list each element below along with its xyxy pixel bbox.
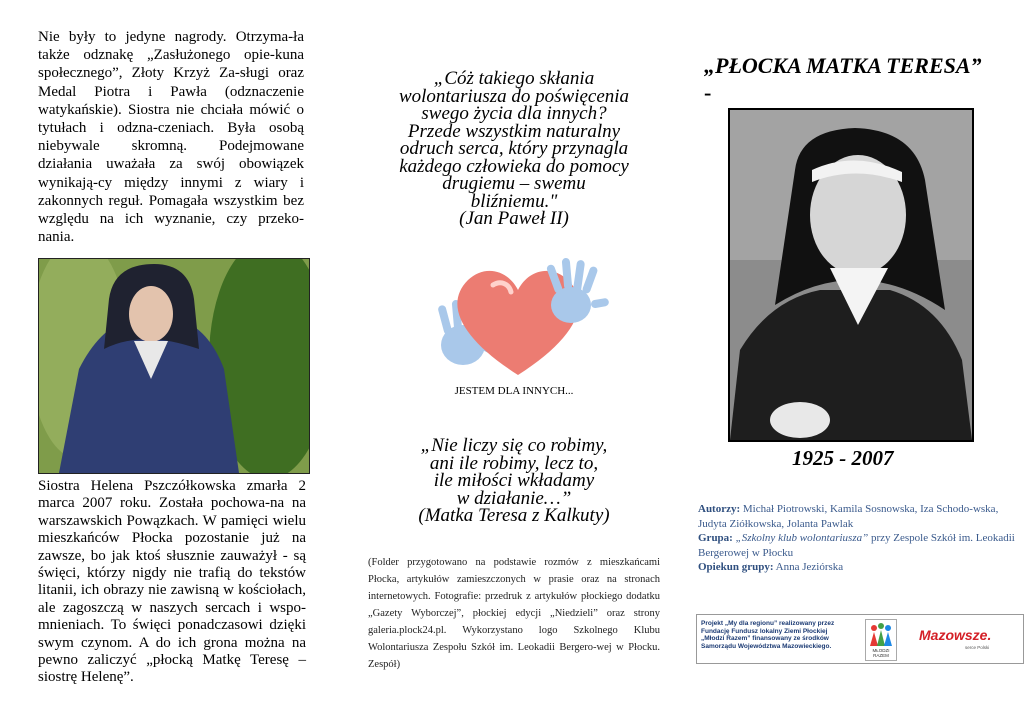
supervisor-label: Opiekun grupy:: [698, 561, 774, 573]
group-school: przy Zespole Szkół im. Leokadii Bergerowej w Płocku: [698, 532, 1015, 559]
authors-value: Michał Piotrowski, Kamila Sosnowska, Iza Schodo-wska, Judyta Ziółkowska, Jolanta Pawlak: [698, 503, 999, 530]
supervisor-value: Anna Jeziórska: [775, 561, 844, 573]
authors-label: Autorzy:: [698, 503, 741, 515]
life-years: 1925 - 2007: [792, 446, 894, 470]
quote-john-paul-ii: [368, 70, 660, 228]
quote1-author: (Jan Paweł II): [459, 208, 569, 229]
middle-panel: [368, 0, 660, 725]
sponsor-box: [696, 614, 1024, 664]
quote-mother-teresa: [368, 437, 660, 525]
mlodzi-razem-logo: [865, 619, 897, 661]
group-label: Grupa:: [698, 532, 733, 544]
left-panel: [38, 0, 306, 725]
credits: [698, 502, 1023, 575]
quote2-line: ani ile robimy, lecz to,: [429, 452, 599, 474]
quote1-line: każdego człowieka do pomocy: [399, 155, 629, 177]
mlodzi-razem-label: MŁODZI RAZEM: [872, 648, 890, 658]
mazowsze-logo: Mazowsze.: [919, 627, 992, 643]
title-dash: -: [704, 80, 712, 105]
sponsor-text: Projekt „My dla regionu” realizowany przez Fundację Fundusz lokalny Ziemi Płockiej „Młodzi Razem” finansowany ze środków Samorządu Województwa Mazowieckiego.: [701, 620, 835, 650]
quote2-line: w działanie…”: [456, 487, 572, 509]
quote1-line: Przede wszystkim naturalny: [407, 120, 621, 142]
page-title: „PŁOCKA MATKA TERESA”: [704, 53, 982, 78]
heart-hands-icon: [423, 250, 613, 380]
quote1-line: „Cóż takiego skłania: [433, 68, 595, 89]
group-name: „Szkolny klub wolontariusza”: [735, 532, 869, 544]
tagline: JESTEM DLA INNYCH...: [454, 385, 574, 397]
quote2-line: ile miłości wkładamy: [433, 470, 595, 491]
quote1-line: wolontariusza do poświęcenia: [398, 85, 630, 107]
quote1-line: bliźniemu.": [470, 190, 558, 212]
quote1-line: swego życia dla innych?: [421, 103, 607, 124]
portrait-photo: [728, 108, 974, 442]
quote2-line: „Nie liczy się co robimy,: [420, 435, 608, 456]
mazowsze-subtitle: serce Polski: [965, 645, 990, 650]
quote1-line: odruch serca, który przynagla: [399, 138, 629, 159]
photo-sister-garden: [38, 258, 310, 474]
quote1-line: drugiemu – swemu: [442, 173, 586, 194]
death-paragraph: Siostra Helena Pszczółkowska zmarła 2 marca 2007 roku. Została pochowa-na na warszawskich Powązkach. W pamięci wielu mieszkańców Płocka pozostanie już na zawsze, bo jak ktoś słusznie zauważył - są święci, którzy nigdy nie trafią do tekstów litanii, ich obrazy nie zawisną w kościołach, ale zagoszczą w naszych sercach i wspo-mnieniach. To święci ponadczasowi dzięki swym czynom. A do ich grona można na pewno zaliczyć „płocką Matkę Teresę – siostrę Helenę”.: [38, 478, 306, 686]
quote2-author: (Matka Teresa z Kalkuty): [418, 505, 610, 526]
people-icon: [866, 620, 896, 650]
portrait-photo-illustration: [730, 110, 972, 440]
right-panel: [694, 0, 1024, 725]
footnote-sources: (Folder przygotowano na podstawie rozmów z mieszkańcami Płocka, artykułów zamieszczonych w prasie oraz na stronach internetowych. Fotografie: przedruk z artykułów płockiego dodatku „Gazety Wyborczej”, płockiej edycji „Niedzieli” oraz strony galeria.plock24.pl. Wykorzystano logo Szkolnego Klubu Wolontariusza Zespołu Szkół im. Leokadii Bergero-wej w Płocku. Zespół): [368, 557, 660, 670]
photo-sister-garden-illustration: [39, 259, 309, 473]
intro-paragraph: Nie były to jedyne nagrody. Otrzyma-ła także odznakę „Zasłużonego opie-kuna społecznego”, Złoty Krzyż Za-sługi oraz Medal Piotra i Pawła (odznaczenie watykańskie). Siostra nie chciała mówić o tytułach i odzna-czeniach. Była osobą niebywale skromną. Podejmowane działania uważała za swój obowiązek wynikają-cy między innymi z wiary i zakonnych reguł. Pomagała wszystkim bez względu na ich wyznanie, czy przeko-nania.: [38, 29, 304, 246]
